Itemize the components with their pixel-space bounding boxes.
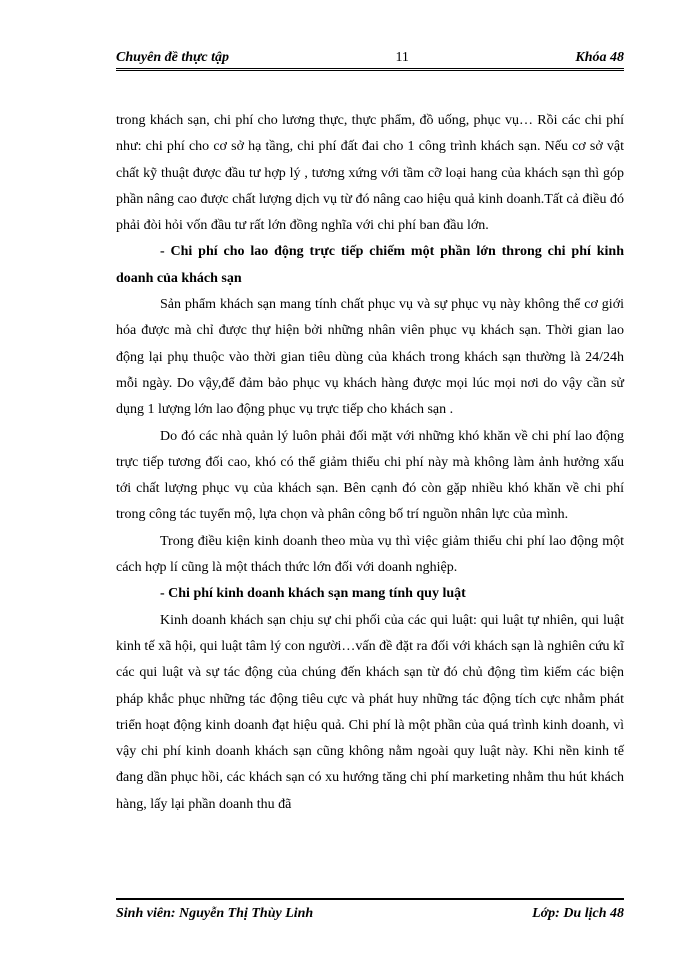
page-number: 11 [395,50,409,65]
paragraph: trong khách sạn, chi phí cho lương thực, thực phẩm, đồ uống, phục vụ… Rồi các chi phí như: chi phí cho cơ sở hạ tầng, chi phí đất đai cho 1 công trình khách sạn. Nếu cơ sở vật chất kỹ thuật được đầu tư hợp lý , tương xứng với tầm cỡ loại hang của khách sạn thì góp phần nâng cao được chất lượng dịch vụ từ đó nâng cao hiệu quả kinh doanh.Tất cả điều đó phải đòi hỏi vốn đầu tư rất lớn đồng nghĩa với chi phí ban đầu lớn. [116,113,624,234]
header-title: Chuyên đề thực tập [116,50,230,65]
page-footer [116,898,624,922]
document-body [116,108,624,818]
paragraph: Do đó các nhà quản lý luôn phải đối mặt với những khó khăn về chi phí lao động trực tiếp tương đối cao, khó có thể giảm thiểu chi phí này mà không làm ảnh hưởng xấu tới chất lượng phục vụ của khách sạn. Bên cạnh đó còn gặp nhiều khó khăn về chi phí trong công tác tuyển mộ, lựa chọn và phân công bố trí nguồn nhân lực của mình. [116,428,624,523]
section-heading: - Chi phí cho lao động trực tiếp chiếm một phần lớn throng chi phí kinh doanh của khách sạn [116,244,624,286]
footer-student: Sinh viên: Nguyễn Thị Thùy Linh [116,906,314,921]
section-heading: - Chi phí kinh doanh khách sạn mang tính quy luật [160,586,466,602]
page-header [116,40,624,71]
paragraph: Sản phẩm khách sạn mang tính chất phục vụ và sự phục vụ này không thể cơ giới hóa được mà chỉ được thự hiện bởi những nhân viên phục vụ khách sạn. Thời gian lao động lại phụ thuộc vào thời gian tiêu dùng của khách trong khách sạn thường là 24/24h mỗi ngày. Do vậy,để đảm bảo phục vụ khách hàng được mọi lúc mọi nơi do vậy cần sử dụng 1 lượng lớn lao động phục vụ trực tiếp cho khách sạn . [116,297,624,418]
paragraph: Trong điều kiện kinh doanh theo mùa vụ thì việc giảm thiểu chi phí lao động một cách hợp lí cũng là một thách thức lớn đối với doanh nghiệp. [116,533,624,576]
header-course: Khóa 48 [575,50,624,65]
footer-class: Lớp: Du lịch 48 [532,906,624,921]
paragraph: Kinh doanh khách sạn chịu sự chi phối của các qui luật: qui luật tự nhiên, qui luật kinh tế xã hội, qui luật tâm lý con người…vấn đề đặt ra đối với khách sạn là nghiên cứu kĩ các qui luật và sự tác động của chúng đến khách sạn từ đó chủ động tìm kiếm các biện pháp khắc phục những tác động tiêu cực và phát huy những tác động tích cực nhằm phát triển hoạt động kinh doanh đạt hiệu quả. Chi phí là một phần của quá trình kinh doanh, vì vậy chi phí kinh doanh khách sạn cũng không nằm ngoài quy luật này. Khi nền kinh tế đang dần phục hồi, các khách sạn có xu hướng tăng chi phí marketing nhằm thu hút khách hàng, lấy lại phần doanh thu đã [116,612,624,812]
